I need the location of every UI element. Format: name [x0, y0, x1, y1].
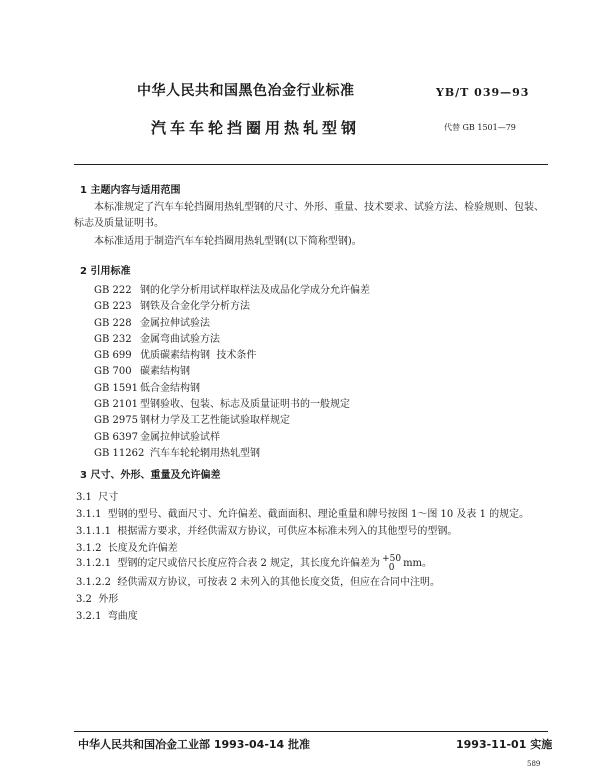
clause-3-1-2-2: 3.1.2.2 经供需双方协议，可按表 2 未列入的其他长度交货，但应在合同中注明。 [76, 577, 441, 588]
header-rule [74, 164, 548, 165]
reference-item [94, 348, 370, 364]
clause-3-1: 3.1 尺寸 [76, 492, 119, 503]
reference-item [94, 413, 370, 429]
length-tolerance [382, 555, 401, 573]
reference-code: GB 2975 [94, 415, 138, 427]
reference-item [94, 299, 370, 315]
reference-title: 金属拉伸试验试样 [140, 431, 220, 443]
section-1-para-2: 本标准适用于制造汽车车轮挡圈用热轧型钢(以下简称型钢)。 [94, 236, 362, 247]
reference-title: 钢的化学分析用试样取样法及成品化学成分允许偏差 [140, 285, 370, 296]
issuer-approval: 中华人民共和国冶金工业部 1993-04-14 批准 [78, 738, 311, 751]
reference-item [94, 283, 370, 299]
reference-list [94, 283, 370, 462]
reference-code: GB 228 [94, 317, 132, 329]
reference-item [94, 397, 370, 413]
reference-title: 金属弯曲试验方法 [140, 333, 220, 345]
tolerance-upper: +50 [382, 553, 402, 564]
reference-code: GB 700 [94, 366, 132, 378]
reference-code: GB 11262 [94, 447, 145, 459]
clause-3-1-1: 3.1.1 型钢的型号、截面尺寸、允许偏差、截面面积、理论重量和牌号按图 1～图 10 及表 1 的规定。 [76, 509, 530, 520]
standard-number: YB/T 039—93 [436, 86, 530, 99]
reference-title: 钢材力学及工艺性能试验取样规定 [140, 415, 290, 427]
document-title: 汽车车轮挡圈用热轧型钢 [151, 119, 361, 137]
reference-item [94, 332, 370, 348]
clause-3-2: 3.2 外形 [76, 594, 119, 605]
reference-item [94, 430, 370, 446]
reference-code: GB 2101 [94, 399, 138, 411]
reference-title: 钢铁及合金化学分析方法 [140, 301, 250, 313]
reference-title: 型钢验收、包装、标志及质量证明书的一般规定 [140, 399, 350, 411]
clause-3-1-2-1-text: 3.1.2.1 型钢的定尺或倍尺长度应符合表 2 规定，其长度允许偏差为 [76, 558, 381, 569]
reference-code: GB 699 [94, 350, 132, 362]
section-2-heading: 2 引用标准 [80, 266, 131, 277]
reference-title: 金属拉伸试验法 [140, 317, 210, 329]
reference-code: GB 232 [94, 333, 132, 345]
reference-item [94, 364, 370, 380]
effective-date: 1993-11-01 实施 [456, 738, 553, 751]
reference-code: GB 1591 [94, 382, 138, 394]
reference-item [94, 446, 370, 462]
reference-title: 汽车车轮轮辋用热轧型钢 [150, 447, 260, 459]
reference-code: GB 222 [94, 285, 132, 296]
tolerance-lower: 0 [388, 562, 395, 573]
reference-title: 碳素结构钢 [140, 366, 190, 378]
reference-item [94, 316, 370, 332]
reference-title: 优质碳素结构钢 技术条件 [140, 350, 257, 362]
clause-3-1-2: 3.1.2 长度及允许偏差 [76, 543, 178, 554]
clause-3-1-1-1: 3.1.1.1 根据需方要求，并经供需双方协议，可供应本标准未列入的其他型号的型钢。 [76, 526, 458, 537]
footer-rule [74, 731, 548, 732]
reference-code: GB 223 [94, 301, 132, 313]
org-title: 中华人民共和国黑色冶金行业标准 [137, 83, 355, 99]
tolerance-unit: mm。 [403, 558, 433, 569]
section-1-para-1: 本标准规定了汽车车轮挡圈用热轧型钢的尺寸、外形、重量、技术要求、试验方法、检验规则、包装、标志及质量证明书。 [74, 202, 544, 229]
replaces-standard: 代替 GB 1501—79 [444, 123, 516, 132]
section-1-heading: 1 主题内容与适用范围 [80, 185, 181, 196]
clause-3-2-1: 3.2.1 弯曲度 [76, 611, 138, 622]
reference-code: GB 6397 [94, 431, 138, 443]
reference-title: 低合金结构钢 [140, 382, 200, 394]
reference-item [94, 381, 370, 397]
section-3-heading: 3 尺寸、外形、重量及允许偏差 [80, 470, 221, 481]
page-number: 589 [527, 760, 541, 768]
